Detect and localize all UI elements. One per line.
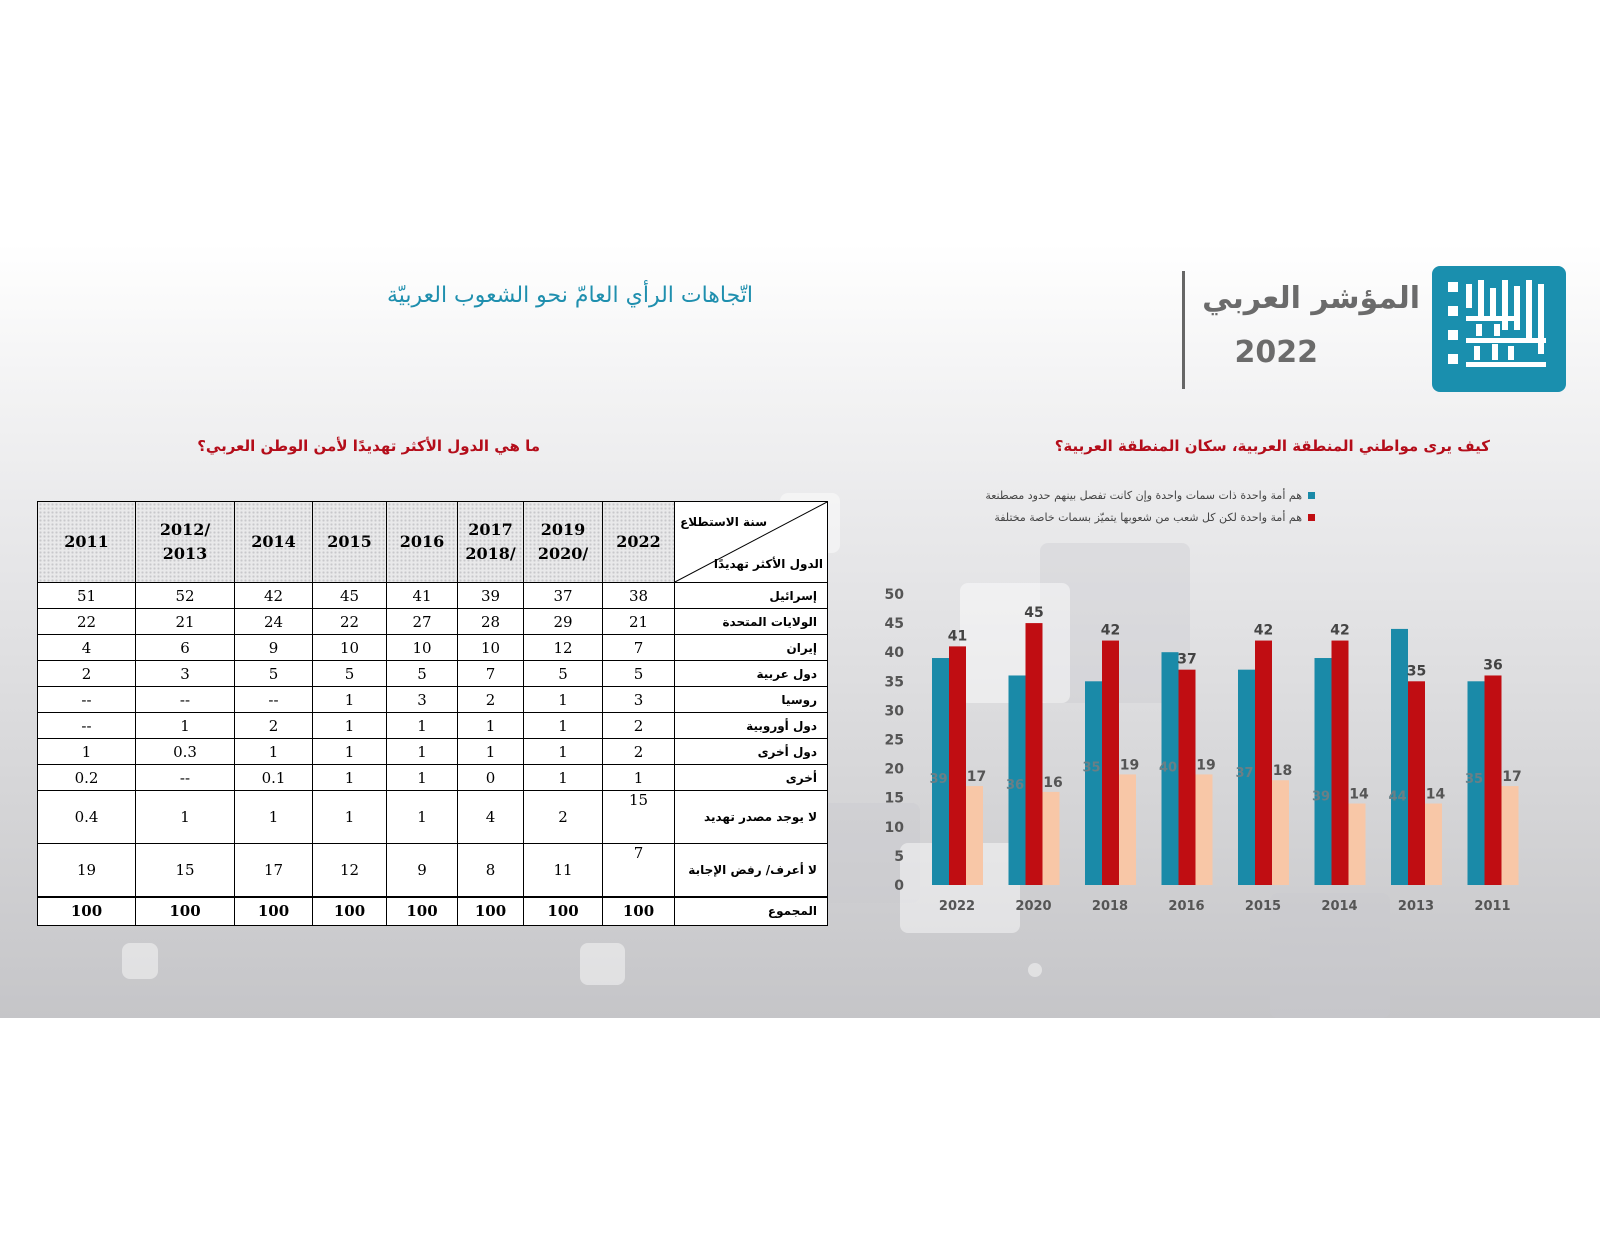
- data-label: 35: [1464, 772, 1484, 788]
- row-label: دول عربية: [675, 661, 828, 687]
- table-cell: 21: [603, 609, 675, 635]
- table-cell: 8: [458, 844, 524, 897]
- table-row: [38, 687, 828, 713]
- table-cell: 52: [136, 583, 235, 609]
- table-cell: 5: [313, 661, 387, 687]
- table-cell: 0.2: [38, 765, 136, 791]
- table-row: [38, 844, 828, 897]
- bar: [1119, 774, 1136, 885]
- table-cell: 1: [524, 739, 603, 765]
- table-cell: 42: [235, 583, 313, 609]
- total-cell: 100: [235, 897, 313, 926]
- row-label: دول أخرى: [675, 739, 828, 765]
- table-cell: 38: [603, 583, 675, 609]
- row-label: دول أوروبية: [675, 713, 828, 739]
- threat-table: [37, 501, 828, 926]
- data-label: 39: [1311, 789, 1331, 805]
- table-cell: 12: [524, 635, 603, 661]
- data-label: 42: [1100, 622, 1121, 639]
- table-cell: 9: [235, 635, 313, 661]
- table-cell: 2: [603, 739, 675, 765]
- table-header-row: [38, 502, 828, 583]
- table-cell: 1: [313, 791, 387, 844]
- page-title: اتّجاهات الرأي العامّ نحو الشعوب العربيّة: [386, 283, 754, 308]
- table-cell: 1: [313, 713, 387, 739]
- table-cell: 22: [38, 609, 136, 635]
- table-cell: 37: [524, 583, 603, 609]
- table-row: [38, 791, 828, 844]
- legend-label: هم أمة واحدة لكن كل شعب من شعوبها يتميّز بسمات خاصة مختلفة: [994, 511, 1302, 524]
- bar: [1255, 641, 1272, 885]
- data-label: 18: [1272, 763, 1293, 780]
- logo-mark-icon: [1448, 280, 1550, 378]
- table-cell: 10: [387, 635, 458, 661]
- table-cell: 5: [524, 661, 603, 687]
- data-label: 35: [1406, 663, 1427, 680]
- table-cell: 28: [458, 609, 524, 635]
- bar-chart: [880, 578, 1570, 938]
- bar: [1485, 675, 1502, 885]
- table-cell: 0: [458, 765, 524, 791]
- chart-legend: [955, 488, 1315, 532]
- row-label: لا أعرف/ رفض الإجابة: [675, 844, 828, 897]
- legend-swatch: [1308, 514, 1315, 521]
- bar: [1179, 670, 1196, 885]
- table-cell: 51: [38, 583, 136, 609]
- x-tick-label: 2018: [1091, 899, 1129, 914]
- table-cell: 1: [387, 791, 458, 844]
- y-tick-label: 35: [884, 674, 904, 691]
- total-cell: 100: [387, 897, 458, 926]
- table-cell: 2: [38, 661, 136, 687]
- logo: [1432, 266, 1566, 392]
- table-cell: 6: [136, 635, 235, 661]
- table-cell: 1: [524, 765, 603, 791]
- row-label: روسيا: [675, 687, 828, 713]
- table-total-row: [38, 897, 828, 926]
- total-cell: 100: [136, 897, 235, 926]
- total-cell: 100: [603, 897, 675, 926]
- column-header: 2014: [235, 502, 313, 583]
- brand-name: المؤشر العربي: [1202, 281, 1420, 316]
- column-header: 2019 2020/: [524, 502, 603, 583]
- x-tick-label: 2015: [1244, 899, 1282, 914]
- table-cell: 29: [524, 609, 603, 635]
- table-cell: 1: [524, 713, 603, 739]
- table-cell: 2: [458, 687, 524, 713]
- table-cell: 4: [458, 791, 524, 844]
- table-cell: 3: [387, 687, 458, 713]
- bar: [1272, 780, 1289, 885]
- table-cell: 24: [235, 609, 313, 635]
- bar: [1425, 804, 1442, 885]
- y-tick-label: 15: [884, 790, 904, 807]
- table-row: [38, 661, 828, 687]
- bar: [1349, 804, 1366, 885]
- table-cell: 39: [458, 583, 524, 609]
- table-cell: 15: [136, 844, 235, 897]
- table-cell: 41: [387, 583, 458, 609]
- bar: [1085, 681, 1102, 885]
- column-header: 2012/ 2013: [136, 502, 235, 583]
- table-cell: 7: [458, 661, 524, 687]
- legend-swatch: [1308, 492, 1315, 499]
- data-label: 45: [1024, 605, 1044, 622]
- table-cell: 1: [458, 713, 524, 739]
- row-label: إيران: [675, 635, 828, 661]
- table-cell: 7: [603, 635, 675, 661]
- y-tick-label: 40: [884, 645, 904, 662]
- table-row: [38, 765, 828, 791]
- y-tick-label: 5: [894, 848, 904, 865]
- data-label: 37: [1177, 651, 1197, 668]
- table-cell: 1: [313, 765, 387, 791]
- table-cell: --: [38, 713, 136, 739]
- table-cell: 1: [136, 791, 235, 844]
- table-cell: 1: [387, 713, 458, 739]
- y-tick-label: 45: [884, 616, 904, 633]
- table-cell: 1: [458, 739, 524, 765]
- y-tick-label: 0: [894, 878, 904, 894]
- legend-label: هم أمة واحدة ذات سمات واحدة وإن كانت تفصل بينهم حدود مصطنعة: [985, 489, 1302, 502]
- total-label: المجموع: [675, 897, 828, 926]
- data-label: 42: [1330, 622, 1350, 639]
- table-row: [38, 713, 828, 739]
- table-cell: --: [136, 687, 235, 713]
- bar: [1391, 629, 1408, 885]
- row-label: لا يوجد مصدر تهديد: [675, 791, 828, 844]
- x-tick-label: 2014: [1321, 899, 1358, 914]
- bar: [1408, 681, 1425, 885]
- corner-header: [675, 502, 828, 583]
- table-cell: --: [38, 687, 136, 713]
- table-cell: 21: [136, 609, 235, 635]
- table-cell: 2: [235, 713, 313, 739]
- table-cell: 10: [313, 635, 387, 661]
- table-cell: 1: [136, 713, 235, 739]
- x-tick-label: 2013: [1397, 899, 1435, 914]
- table-cell: 1: [387, 765, 458, 791]
- bar: [1043, 792, 1060, 885]
- data-label: 39: [929, 772, 948, 788]
- table-row: [38, 635, 828, 661]
- table-cell: 22: [313, 609, 387, 635]
- row-label: الولايات المتحدة: [675, 609, 828, 635]
- data-label: 37: [1235, 766, 1254, 782]
- x-tick-label: 2020: [1015, 899, 1052, 914]
- x-tick-label: 2016: [1168, 899, 1205, 914]
- table-cell: 2: [524, 791, 603, 844]
- table-cell: 17: [235, 844, 313, 897]
- data-label: 14: [1349, 786, 1369, 803]
- slide-background: [0, 243, 1600, 1018]
- brand-year: 2022: [1234, 335, 1318, 370]
- table-cell: 0.1: [235, 765, 313, 791]
- table-cell: 5: [387, 661, 458, 687]
- bar: [949, 646, 966, 885]
- table-cell: 1: [603, 765, 675, 791]
- column-header: 2017 2018/: [458, 502, 524, 583]
- table-cell: 15: [603, 791, 675, 844]
- data-label: 19: [1196, 757, 1216, 774]
- x-tick-label: 2011: [1474, 899, 1511, 914]
- table-cell: 5: [235, 661, 313, 687]
- table-cell: 3: [136, 661, 235, 687]
- table-cell: 10: [458, 635, 524, 661]
- data-label: 14: [1425, 786, 1446, 803]
- total-cell: 100: [458, 897, 524, 926]
- table-cell: 1: [524, 687, 603, 713]
- data-label: 40: [1158, 760, 1178, 776]
- data-label: 17: [1502, 769, 1522, 786]
- data-label: 36: [1005, 777, 1025, 793]
- table-question: ما هي الدول الأكثر تهديدًا لأمن الوطن العربي؟: [197, 437, 540, 455]
- data-label: 42: [1253, 622, 1274, 639]
- table-cell: 0.3: [136, 739, 235, 765]
- corner-top-label: سنة الاستطلاع: [680, 515, 767, 529]
- table-cell: 7: [603, 844, 675, 897]
- table-cell: 1: [235, 739, 313, 765]
- y-tick-label: 25: [884, 732, 904, 749]
- table-cell: 45: [313, 583, 387, 609]
- table-cell: 1: [38, 739, 136, 765]
- bar: [1026, 623, 1043, 885]
- column-header: 2022: [603, 502, 675, 583]
- data-label: 36: [1483, 657, 1503, 674]
- y-tick-label: 30: [884, 703, 904, 720]
- table-cell: --: [235, 687, 313, 713]
- bar: [1332, 641, 1349, 885]
- table-cell: 0.4: [38, 791, 136, 844]
- brand-divider: [1182, 271, 1185, 389]
- table-cell: --: [136, 765, 235, 791]
- table-cell: 1: [313, 687, 387, 713]
- table-cell: 9: [387, 844, 458, 897]
- data-label: 44: [1388, 789, 1407, 805]
- y-tick-label: 50: [884, 587, 904, 603]
- total-cell: 100: [38, 897, 136, 926]
- table-cell: 27: [387, 609, 458, 635]
- table-cell: 1: [235, 791, 313, 844]
- legend-item-series-2: [955, 510, 1315, 526]
- bar: [1315, 658, 1332, 885]
- data-label: 35: [1082, 760, 1101, 776]
- data-label: 41: [947, 628, 968, 645]
- data-label: 19: [1119, 757, 1140, 774]
- column-header: 2016: [387, 502, 458, 583]
- table-cell: 2: [603, 713, 675, 739]
- column-header: 2011: [38, 502, 136, 583]
- table-cell: 3: [603, 687, 675, 713]
- table-cell: 1: [313, 739, 387, 765]
- chart-question: كيف يرى مواطني المنطقة العربية، سكان المنطقة العربية؟: [1054, 437, 1490, 455]
- data-label: 17: [966, 769, 987, 786]
- bar: [966, 786, 983, 885]
- table-cell: 12: [313, 844, 387, 897]
- bar: [1102, 641, 1119, 885]
- data-label: 16: [1043, 774, 1063, 791]
- table-cell: 5: [603, 661, 675, 687]
- y-tick-label: 20: [884, 761, 904, 778]
- bar: [1196, 774, 1213, 885]
- table-row: [38, 739, 828, 765]
- total-cell: 100: [313, 897, 387, 926]
- table-cell: 11: [524, 844, 603, 897]
- x-tick-label: 2022: [938, 899, 976, 914]
- table-row: [38, 583, 828, 609]
- corner-bottom-label: الدول الأكثر تهديدًا: [713, 557, 823, 571]
- row-label: أخرى: [675, 765, 828, 791]
- total-cell: 100: [524, 897, 603, 926]
- y-tick-label: 10: [884, 819, 904, 836]
- table-row: [38, 609, 828, 635]
- table-cell: 19: [38, 844, 136, 897]
- column-header: 2015: [313, 502, 387, 583]
- bar: [1502, 786, 1519, 885]
- table-cell: 4: [38, 635, 136, 661]
- table-cell: 1: [387, 739, 458, 765]
- legend-item-series-1: [955, 488, 1315, 504]
- row-label: إسرائيل: [675, 583, 828, 609]
